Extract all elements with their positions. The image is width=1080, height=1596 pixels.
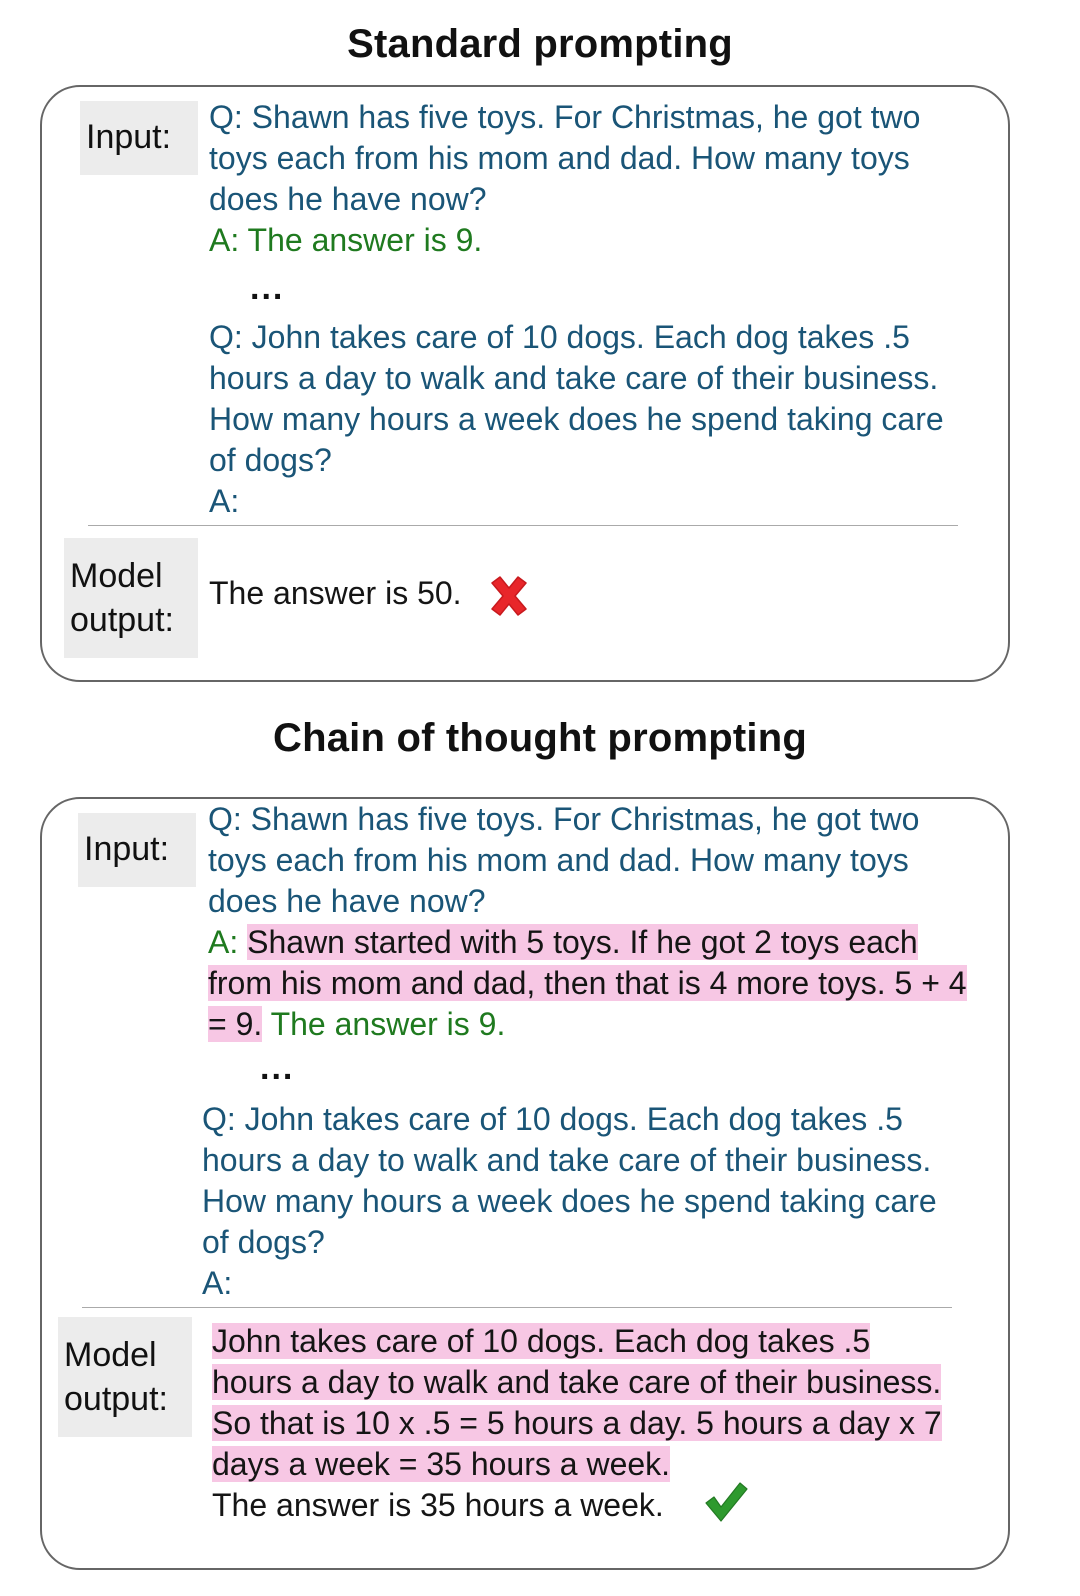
- output-reasoning-highlight: John takes care of 10 dogs. Each dog takes .5 hours a day to walk and take care of their business. So that is 10 x .5 = 5 hours a day. 5 hours a day x 7 days a week = 35 hours a week.: [212, 1323, 942, 1482]
- example-reasoning-highlight: Shawn started with 5 toys. If he got 2 toys each from his mom and dad, then that is 4 more toys. 5 + 4 = 9.: [208, 924, 967, 1042]
- divider: [82, 1307, 952, 1308]
- standard-prompting-title: Standard prompting: [347, 22, 733, 66]
- model-output-label-line1: Model: [64, 1336, 157, 1374]
- test-question: Q: John takes care of 10 dogs. Each dog takes .5 hours a day to walk and take care of their business. How many hours a week does he spend taking care of dogs?: [209, 319, 944, 478]
- ellipsis: ...: [260, 1049, 295, 1087]
- standard-input-text: [209, 97, 979, 261]
- example-answer: A: The answer is 9.: [209, 222, 483, 258]
- model-output-label: [58, 1317, 192, 1437]
- model-output-label-line2: output:: [70, 601, 174, 639]
- example-question: Q: Shawn has five toys. For Christmas, he got two toys each from his mom and dad. How many toys does he have now?: [208, 801, 920, 919]
- model-output-label: [64, 538, 198, 658]
- standard-prompting-panel: [40, 85, 1010, 682]
- divider: [88, 525, 958, 526]
- output-final-answer: The answer is 35 hours a week.: [212, 1487, 664, 1523]
- test-question: Q: John takes care of 10 dogs. Each dog takes .5 hours a day to walk and take care of their business. How many hours a week does he spend taking care of dogs?: [202, 1101, 937, 1260]
- input-label: Input:: [78, 813, 196, 887]
- example-final-answer: The answer is 9.: [262, 1006, 506, 1042]
- model-output-label-line2: output:: [64, 1380, 168, 1418]
- test-answer-prompt: A:: [209, 483, 240, 519]
- ellipsis: ...: [250, 269, 285, 307]
- example-answer-prefix: A:: [208, 924, 248, 960]
- input-label: Input:: [80, 101, 198, 175]
- cross-mark-icon: [486, 573, 532, 619]
- cot-test-question: [202, 1099, 942, 1304]
- cot-prompting-title: Chain of thought prompting: [273, 716, 807, 760]
- model-output-label-line1: Model: [70, 557, 163, 595]
- cot-prompting-panel: [40, 797, 1010, 1570]
- standard-test-question: [209, 317, 979, 522]
- test-answer-prompt: A:: [202, 1265, 233, 1301]
- standard-model-output: The answer is 50.: [209, 575, 462, 611]
- check-mark-icon: [702, 1479, 750, 1525]
- example-question: Q: Shawn has five toys. For Christmas, he got two toys each from his mom and dad. How many toys does he have now?: [209, 99, 921, 217]
- cot-input-text: [208, 799, 983, 1045]
- cot-model-output: [212, 1321, 952, 1526]
